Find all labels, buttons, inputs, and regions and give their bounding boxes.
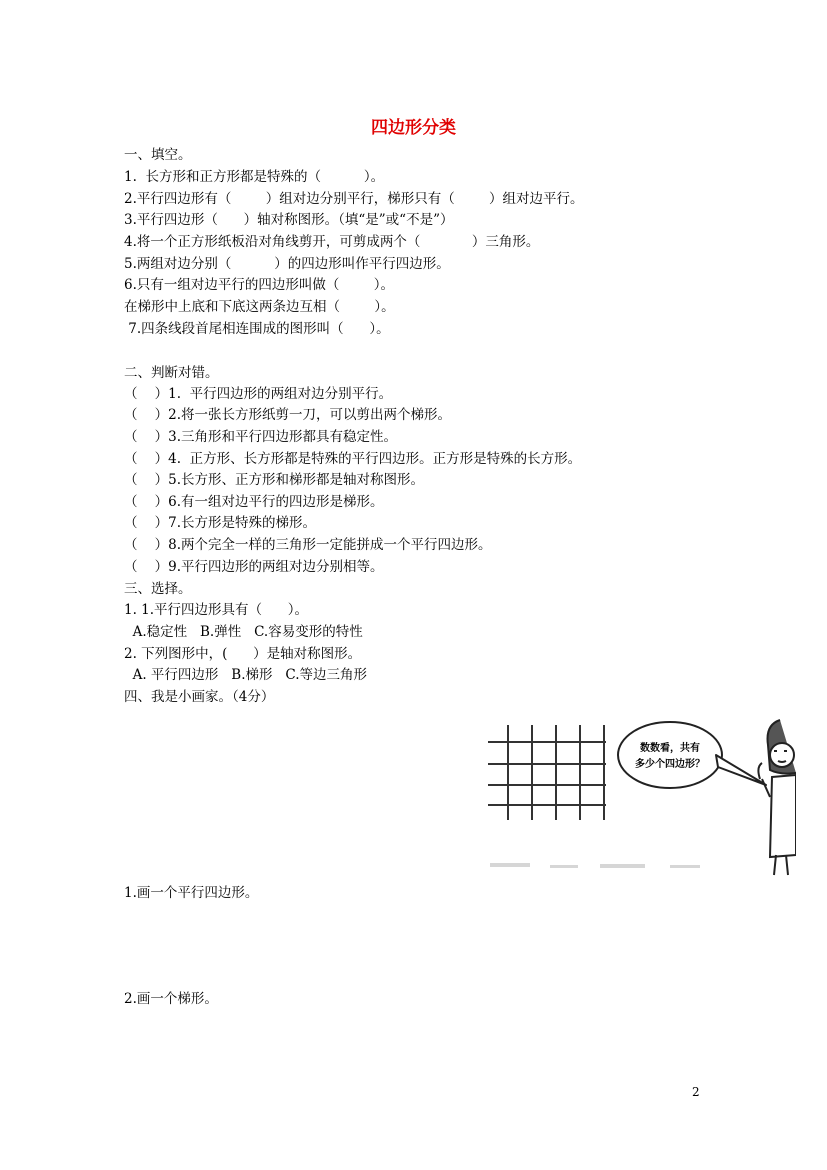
fill-item-1: 1. 长方形和正方形都是特殊的（ ）。: [124, 169, 385, 185]
section2-heading: 二、判断对错。: [124, 365, 219, 381]
judge-item-8: （ ）8.两个完全一样的三角形一定能拼成一个平行四边形。: [124, 537, 492, 553]
grid-illustration: [480, 715, 796, 880]
speech-text-line1: 数数看，共有: [640, 743, 700, 754]
fill-item-6: 6.只有一组对边平行的四边形叫做（ ）。: [124, 277, 394, 293]
judge-item-2: （ ）2.将一张长方形纸剪一刀，可以剪出两个梯形。: [124, 407, 452, 423]
section1-heading: 一、填空。: [124, 147, 192, 163]
grid-lines: [488, 725, 606, 820]
girl-figure: [758, 720, 796, 875]
fill-item-3: 3.平行四边形（ ）轴对称图形。（填“是”或“不是”）: [124, 212, 454, 228]
judge-item-4: （ ）4. 正方形、长方形都是特殊的平行四边形。正方形是特殊的长方形。: [124, 451, 582, 467]
judge-item-1: （ ）1. 平行四边形的两组对边分别平行。: [124, 386, 393, 402]
fill-item-6b: 在梯形中上底和下底这两条边互相（ ）。: [124, 299, 395, 315]
fill-item-4: 4.将一个正方形纸板沿对角线剪开，可剪成两个（ ）三角形。: [124, 234, 540, 250]
page-title: 四边形分类: [371, 118, 456, 138]
section3-heading: 三、选择。: [124, 581, 192, 597]
speech-bubble: [618, 722, 766, 788]
page-number: 2: [692, 1085, 700, 1099]
choice-options-2: A. 平行四边形 B.梯形 C.等边三角形: [124, 667, 368, 683]
judge-item-7: （ ）7.长方形是特殊的梯形。: [124, 515, 317, 531]
speech-text-line2: 多少个四边形？: [635, 759, 705, 770]
draw-task-1: 1.画一个平行四边形。: [124, 885, 259, 901]
section4-heading: 四、我是小画家。（4分）: [124, 689, 275, 705]
choice-question-1: 1. 1.平行四边形具有（ ）。: [124, 602, 309, 618]
choice-options-1: A.稳定性 B.弹性 C.容易变形的特性: [124, 624, 363, 640]
judge-item-5: （ ）5.长方形、正方形和梯形都是轴对称图形。: [124, 472, 425, 488]
fill-item-5: 5.两组对边分别（ ）的四边形叫作平行四边形。: [124, 256, 450, 272]
draw-task-2: 2.画一个梯形。: [124, 991, 218, 1007]
judge-item-9: （ ）9.平行四边形的两组对边分别相等。: [124, 559, 384, 575]
judge-item-3: （ ）3.三角形和平行四边形都具有稳定性。: [124, 429, 398, 445]
judge-item-6: （ ）6.有一组对边平行的四边形是梯形。: [124, 494, 384, 510]
choice-question-2: 2. 下列图形中，( ）是轴对称图形。: [124, 646, 362, 662]
fill-item-7: 7.四条线段首尾相连围成的图形叫（ ）。: [124, 321, 390, 337]
fill-item-2: 2.平行四边形有（ ）组对边分别平行，梯形只有（ ）组对边平行。: [124, 191, 584, 207]
scan-noise: [490, 863, 700, 868]
